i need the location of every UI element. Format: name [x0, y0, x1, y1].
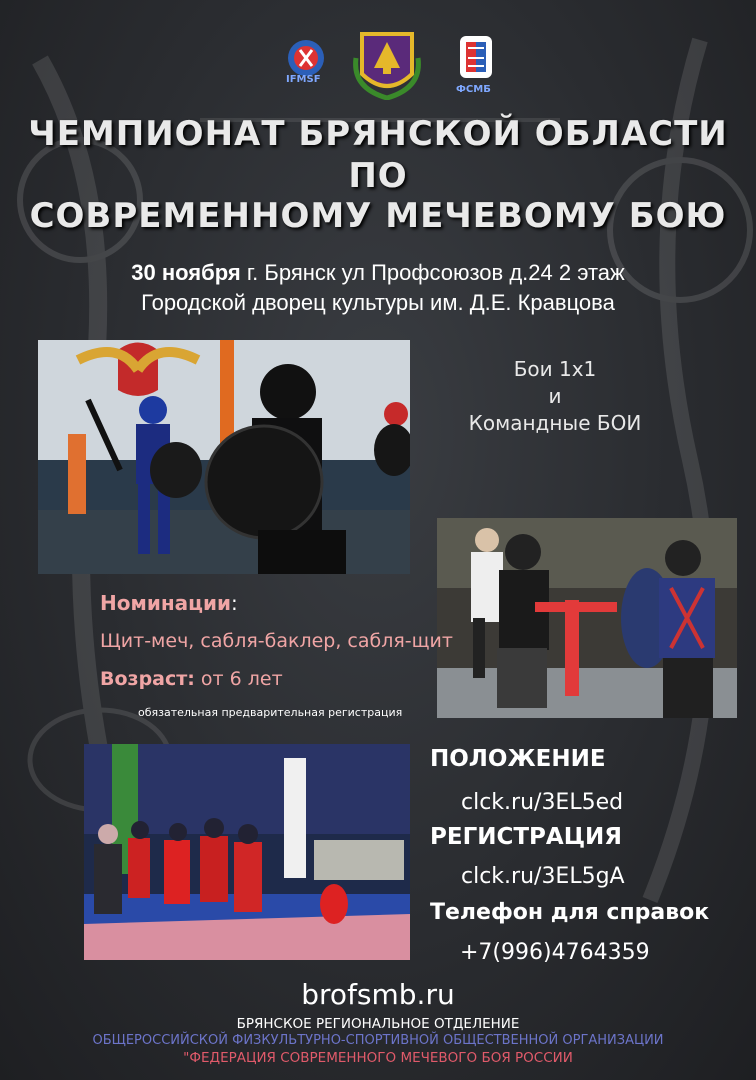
- fsmb-logo-caption: ФСМБ: [456, 84, 491, 95]
- fight-type-and: и: [548, 384, 562, 408]
- venue-line-1: [0, 258, 756, 288]
- phone-number[interactable]: +7(996)4764359: [460, 940, 650, 965]
- age-value: от 6 лет: [200, 668, 283, 690]
- nominations-list: Щит-меч, сабля-баклер, сабля-щит: [100, 630, 453, 652]
- training-photo: [38, 340, 410, 574]
- fsmb-logo-icon: [458, 34, 494, 80]
- ifmsf-logo-caption: IFMSF: [286, 74, 321, 85]
- title-line-1: ЧЕМПИОНАТ БРЯНСКОЙ ОБЛАСТИ: [28, 114, 728, 154]
- nominations-heading: [100, 590, 453, 616]
- registration-link[interactable]: clck.ru/3EL5gA: [461, 864, 625, 889]
- title-line-2: ПО: [348, 156, 408, 196]
- footer-line-3: "ФЕДЕРАЦИЯ СОВРЕМЕННОГО МЕЧЕВОГО БОЯ РОССИИ: [183, 1050, 573, 1066]
- rules-label: ПОЛОЖЕНИЕ: [430, 746, 606, 772]
- registration-label: РЕГИСТРАЦИЯ: [430, 824, 622, 850]
- fight-type-1x1: Бои 1х1: [513, 357, 597, 381]
- fight-types: [440, 356, 670, 437]
- nominations-colon: :: [231, 591, 238, 615]
- phone-label: Телефон для справок: [430, 900, 710, 925]
- nominations-label: Номинации: [100, 591, 232, 615]
- venue-info: [0, 258, 756, 318]
- logos-row: [0, 28, 756, 100]
- registration-note: обязательная предварительная регистрация: [138, 706, 403, 719]
- venue-hall: Городской дворец культуры им. Д.Е. Кравцова: [141, 290, 615, 315]
- team-battle-photo: [84, 744, 410, 960]
- age-label: Возраст:: [100, 668, 195, 690]
- footer-line-2: ОБЩЕРОССИЙСКОЙ ФИЗКУЛЬТУРНО-СПОРТИВНОЙ ОБЩЕСТВЕННОЙ ОРГАНИЗАЦИИ: [92, 1033, 664, 1048]
- website-link[interactable]: brofsmb.ru: [301, 978, 455, 1011]
- event-date: 30 ноября: [131, 260, 241, 285]
- footer-line-1: БРЯНСКОЕ РЕГИОНАЛЬНОЕ ОТДЕЛЕНИЕ: [236, 1016, 520, 1032]
- title-line-3: СОВРЕМЕННОМУ МЕЧЕВОМУ БОЮ: [29, 196, 727, 236]
- fight-type-team: Командные БОИ: [468, 411, 642, 435]
- nominations-block: [100, 590, 453, 692]
- event-address: г. Брянск ул Профсоюзов д.24 2 этаж: [246, 260, 625, 285]
- rules-link[interactable]: clck.ru/3EL5ed: [461, 790, 624, 815]
- age-line: [100, 666, 453, 692]
- bryansk-coat-of-arms-icon: [352, 28, 422, 100]
- duel-photo: [437, 518, 737, 718]
